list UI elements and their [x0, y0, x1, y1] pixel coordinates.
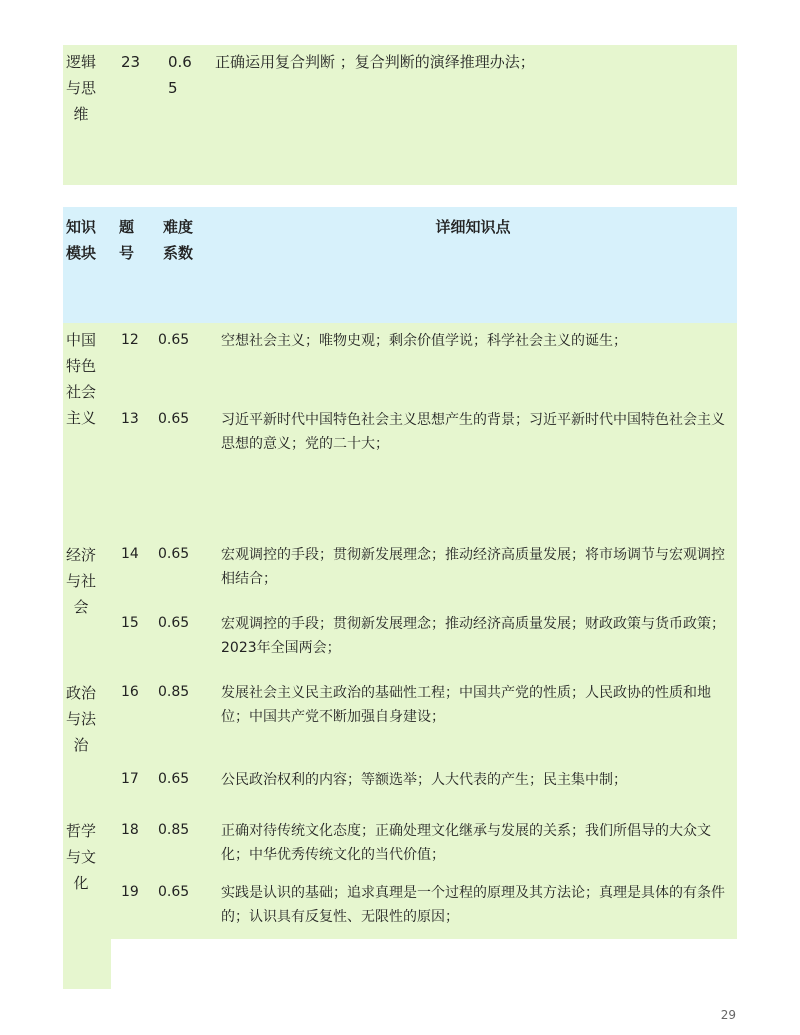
difficulty-value: 0.65	[158, 615, 190, 631]
difficulty-value: 0.65	[158, 332, 190, 348]
module-label: 政治与法治	[66, 684, 97, 754]
difficulty-value: 0.65	[158, 546, 190, 562]
question-number: 23	[121, 53, 141, 71]
question-number: 13	[121, 411, 139, 427]
question-number: 12	[121, 332, 139, 348]
header-difficulty: 难度系数	[163, 218, 194, 262]
knowledge-detail: 发展社会主义民主政治的基础性工程；中国共产党的性质；人民政协的性质和地位；中国共产党不断加强自身建设；	[221, 685, 711, 725]
difficulty-value: 0.65	[168, 53, 192, 97]
knowledge-detail: 正确运用复合判断 ；复合判断的演绎推理办法；	[215, 53, 535, 71]
module-label: 中国特色社会主义	[66, 331, 97, 427]
module-label: 哲学与文化	[66, 822, 97, 892]
knowledge-detail: 空想社会主义；唯物史观；剩余价值学说；科学社会主义的诞生；	[221, 333, 627, 349]
header-number: 题号	[119, 218, 135, 262]
question-number: 18	[121, 822, 139, 838]
knowledge-detail: 公民政治权利的内容；等额选举；人大代表的产生；民主集中制；	[221, 772, 627, 788]
top-table-row	[63, 45, 737, 185]
question-number: 17	[121, 771, 139, 787]
knowledge-detail: 宏观调控的手段；贯彻新发展理念；推动经济高质量发展；财政政策与货币政策；2023年全国两会；	[221, 616, 725, 656]
question-number: 14	[121, 546, 139, 562]
module-cell: 逻辑与思维	[66, 53, 97, 123]
difficulty-value: 0.65	[158, 771, 190, 787]
question-number: 16	[121, 684, 139, 700]
table-header	[63, 207, 737, 323]
difficulty-value: 0.65	[158, 411, 190, 427]
difficulty-value: 0.85	[158, 822, 190, 838]
module-label: 经济与社会	[66, 546, 97, 616]
question-number: 15	[121, 615, 139, 631]
difficulty-value: 0.85	[158, 684, 190, 700]
header-detail: 详细知识点	[435, 218, 511, 236]
knowledge-detail: 习近平新时代中国特色社会主义思想产生的背景；习近平新时代中国特色社会主义思想的意义；党的二十大；	[221, 412, 725, 452]
knowledge-detail: 正确对待传统文化态度；正确处理文化继承与发展的关系；我们所倡导的大众文化；中华优秀传统文化的当代价值；	[221, 823, 711, 863]
difficulty-value: 0.65	[158, 884, 190, 900]
page-number: 29	[720, 1008, 736, 1022]
knowledge-detail: 宏观调控的手段；贯彻新发展理念；推动经济高质量发展；将市场调节与宏观调控相结合；	[221, 547, 725, 587]
question-number: 19	[121, 884, 139, 900]
knowledge-detail: 实践是认识的基础；追求真理是一个过程的原理及其方法论；真理是具体的有条件的；认识具有反复性、无限性的原因；	[221, 885, 725, 925]
header-module: 知识模块	[66, 218, 97, 262]
table-body-extension	[63, 939, 111, 989]
